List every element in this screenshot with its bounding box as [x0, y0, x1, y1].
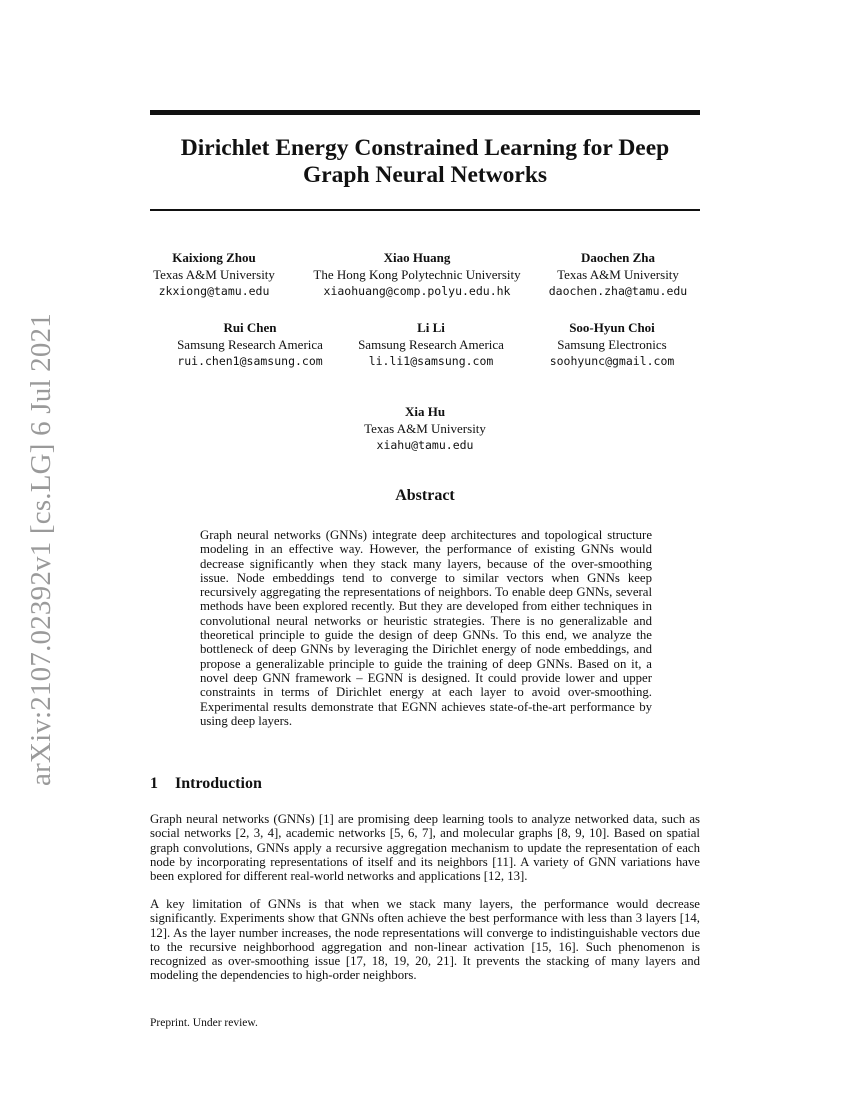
section-number: 1: [150, 775, 158, 792]
section-heading: [150, 775, 262, 793]
author-name: Rui Chen: [223, 320, 277, 335]
title-bottom-rule: [150, 209, 700, 211]
author-affiliation: Samsung Electronics: [557, 337, 667, 352]
author-affiliation: Samsung Research America: [358, 337, 504, 352]
author-block: [492, 319, 732, 370]
author-name: Daochen Zha: [580, 250, 656, 265]
author-email: rui.chen1@samsung.com: [177, 354, 323, 368]
author-block: [498, 249, 738, 300]
abstract-text: Graph neural networks (GNNs) integrate deep architectures and topological structure modeling in an effective way. However, the performance of existing GNNs would decrease significantly when they stack many layers, because of the over-smoothing issue. Node embeddings tend to converge to similar vectors when GNNs keep recursively aggregating the representations of neighbors. To enable deep GNNs, several methods have been explored recently. But they are developed from either techniques in convolutional neural networks or heuristic strategies. There is no generalizable and theoretical principle to guide the design of deep GNNs. To this end, we analyze the bottleneck of deep GNNs by leveraging the Dirichlet energy of node embeddings, and propose a generalizable principle to guide the training of deep GNNs. Based on it, a novel deep GNN framework – EGNN is designed. It could provide lower and upper constraints in terms of Dirichlet energy at each layer to avoid over-smoothing. Experimental results demonstrate that EGNN achieves state-of-the-art performance by using deep layers.: [200, 528, 652, 728]
author-email: zkxiong@tamu.edu: [158, 284, 270, 298]
title-top-rule: [150, 110, 700, 115]
preprint-footer: Preprint. Under review.: [150, 1017, 258, 1029]
intro-paragraph-1: Graph neural networks (GNNs) [1] are promising deep learning tools to analyze networked data, such as social networks [2, 3, 4], academic networks [5, 6, 7], and molecular graphs [8, 9, 10]. Based on spatial graph convolutions, GNNs apply a recursive aggregation mechanism to update the representation of each node by incorporating representations of itself and its neighbors [11]. A variety of GNN variations have been explored for different real-world networks and applications [12, 13].: [150, 812, 700, 884]
author-email: xiahu@tamu.edu: [376, 438, 474, 452]
author-name: Kaixiong Zhou: [172, 250, 256, 265]
author-name: Xia Hu: [404, 404, 446, 419]
author-name: Soo-Hyun Choi: [569, 320, 655, 335]
author-name: Xiao Huang: [383, 250, 451, 265]
author-affiliation: Texas A&M University: [364, 421, 486, 436]
author-name: Li Li: [417, 320, 445, 335]
arxiv-side-stamp: arXiv:2107.02392v1 [cs.LG] 6 Jul 2021: [25, 313, 57, 787]
author-affiliation: Texas A&M University: [153, 267, 275, 282]
author-email: li.li1@samsung.com: [368, 354, 494, 368]
section-title: Introduction: [175, 775, 262, 792]
intro-paragraph-2: A key limitation of GNNs is that when we stack many layers, the performance would decrease significantly. Experiments show that GNNs often achieve the best performance with less than 3 layers [14, 12]. As the layer number increases, the node representations will converge to indistinguishable vectors due to the recursive neighborhood aggregation and non-linear activation [15, 16]. Such phenomenon is recognized as over-smoothing issue [17, 18, 19, 20, 21]. It prevents the stacking of many layers and modeling the dependencies to high-order neighbors.: [150, 897, 700, 983]
paper-title: Dirichlet Energy Constrained Learning for Deep Graph Neural Networks: [180, 135, 670, 188]
author-email: xiaohuang@comp.polyu.edu.hk: [323, 284, 511, 298]
author-block: [305, 403, 545, 454]
author-affiliation: Texas A&M University: [557, 267, 679, 282]
author-affiliation: The Hong Kong Polytechnic University: [313, 267, 521, 282]
author-affiliation: Samsung Research America: [177, 337, 323, 352]
abstract-heading: Abstract: [395, 487, 455, 504]
author-email: daochen.zha@tamu.edu: [548, 284, 688, 298]
author-email: soohyunc@gmail.com: [549, 354, 675, 368]
